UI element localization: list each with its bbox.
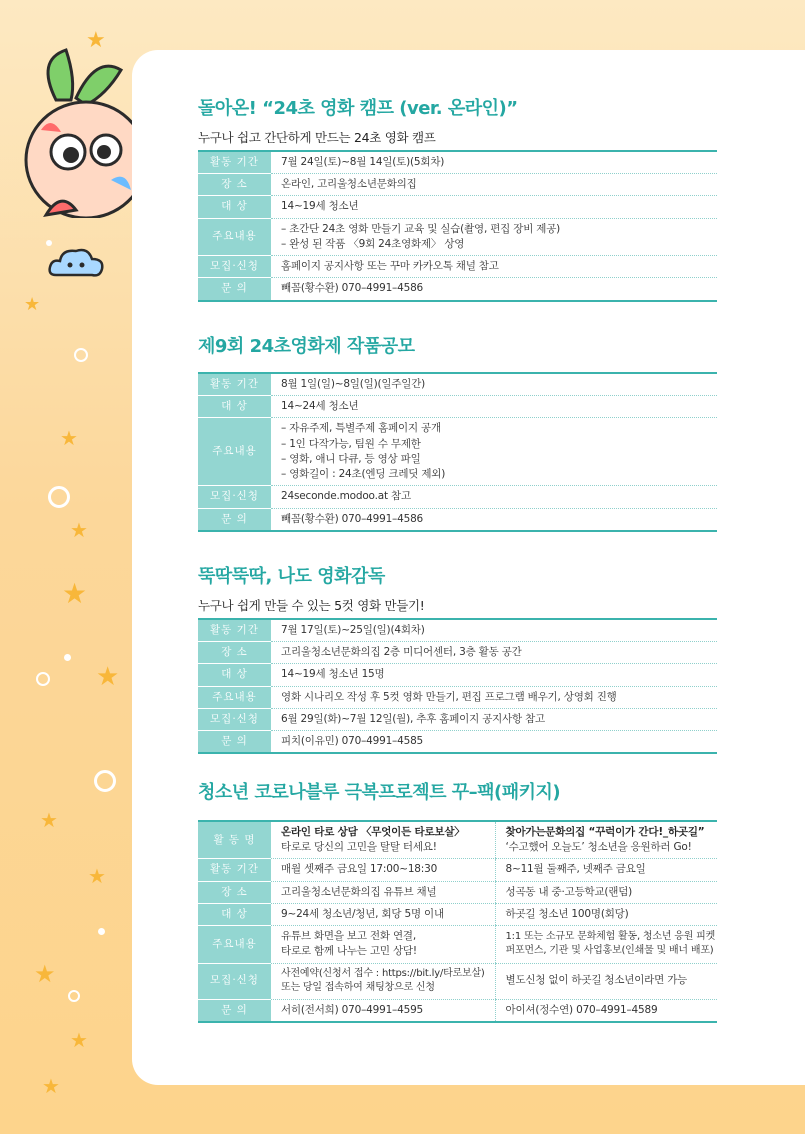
row-label: 활동 기간: [198, 859, 271, 881]
table-row: [198, 963, 717, 999]
value-line: 타로로 당신의 고민을 탈탈 터세요!: [281, 841, 437, 854]
program-a: 매월 셋째주 금요일 17:00~18:30: [271, 859, 495, 881]
info-table: [198, 372, 717, 532]
row-value: 7월 17일(토)~25일(일)(4회차): [271, 619, 717, 642]
content-card: [132, 50, 805, 1085]
program-b: [495, 821, 717, 859]
row-label: 장 소: [198, 642, 271, 664]
row-value: [271, 218, 717, 255]
row-label: 대 상: [198, 664, 271, 686]
row-label: 장 소: [198, 881, 271, 903]
row-value: 빼꼼(황수환) 070–4991–4586: [281, 282, 424, 295]
cloud-character: [48, 245, 104, 281]
info-table: [198, 618, 717, 754]
program-a: [271, 963, 495, 999]
table-row: [198, 903, 717, 925]
ring-icon: [36, 672, 50, 686]
ring-icon: [68, 990, 80, 1002]
table-row: [198, 686, 717, 708]
row-value: 7월 24일(토)~8월 14일(토)(5회차): [271, 151, 717, 174]
program-b: 아이셔(정수연) 070–4991–4589: [495, 999, 717, 1022]
table-row: [198, 373, 717, 396]
value-line: 1:1 또는 소규모 문화체험 활동, 청소년 응원 피켓: [505, 930, 716, 942]
section-24sec-camp: [198, 94, 717, 302]
table-row: [198, 821, 717, 859]
table-row: [198, 731, 717, 754]
row-label: 문 의: [198, 278, 271, 301]
star-icon: ★: [60, 426, 78, 450]
row-label: 대 상: [198, 396, 271, 418]
program-a: [271, 821, 495, 859]
table-row: [198, 619, 717, 642]
star-icon: ★: [88, 864, 106, 888]
row-label: 주요내용: [198, 218, 271, 255]
section-title: 돌아온! “24초 영화 캠프 (ver. 온라인)”: [198, 98, 518, 119]
row-value: 홈페이지 공지사항 또는 꾸마 카카오톡 채널 참고: [271, 256, 717, 278]
row-label: 대 상: [198, 903, 271, 925]
info-table: [198, 150, 717, 302]
value-line: 찾아가는문화의집 “꾸럭이가 간다!_하곳길”: [505, 826, 705, 838]
value-line: 퍼포먼스, 기관 및 사업홍보(인쇄물 및 배너 배포): [505, 945, 714, 957]
table-row: [198, 396, 717, 418]
dot-decoration: [98, 928, 105, 935]
table-row: [198, 218, 717, 255]
table-row: [198, 664, 717, 686]
row-label: 대 상: [198, 196, 271, 218]
row-label: 모집·신청: [198, 256, 271, 278]
row-label: 활동 기간: [198, 151, 271, 174]
value-line: 유튜브 화면을 보고 전화 연결,: [281, 930, 417, 943]
row-value: 영화 시나리오 작성 후 5컷 영화 만들기, 편집 프로그램 배우기, 상영회 진행: [271, 686, 717, 708]
section-ku-pack: [198, 778, 717, 1023]
program-a: 고리울청소년문화의집 유튜브 채널: [271, 881, 495, 903]
ring-icon: [94, 770, 116, 792]
value-line: – 자유주제, 특별주제 홈페이지 공개: [281, 422, 441, 435]
value-line: – 영화, 애니 다큐, 등 영상 파일: [281, 452, 421, 465]
row-value: 8월 1일(일)~8일(일)(일주일간): [271, 373, 717, 396]
row-value: 24seconde.modoo.at 참고: [271, 486, 717, 508]
ring-icon: [48, 486, 70, 508]
table-row: [198, 278, 717, 301]
row-label: 문 의: [198, 999, 271, 1022]
row-value: 14~19세 청소년 15명: [271, 664, 717, 686]
row-value: 빼꼼(황수환) 070–4991–4586: [281, 512, 424, 525]
table-row: [198, 256, 717, 278]
table-row: [198, 486, 717, 508]
row-label: 모집·신청: [198, 708, 271, 730]
program-a: 서히(전서희) 070–4991–4595: [281, 1003, 424, 1016]
package-table: [198, 820, 717, 1023]
program-a: 9~24세 청소년/청년, 회당 5명 이내: [271, 903, 495, 925]
row-value: 6월 29일(화)~7월 12일(월), 추후 홈페이지 공지사항 참고: [271, 708, 717, 730]
row-value: [271, 418, 717, 486]
table-row: [198, 708, 717, 730]
table-row: [198, 418, 717, 486]
table-row: [198, 881, 717, 903]
row-label: 문 의: [198, 508, 271, 531]
table-row: [198, 642, 717, 664]
row-value: 피치(이유민) 070–4991–4585: [281, 735, 424, 748]
section-title: 청소년 코로나블루 극복프로젝트 꾸–팩(패키지): [198, 782, 561, 803]
table-row: [198, 999, 717, 1022]
mascot-character: [16, 40, 134, 218]
program-b: 별도신청 없이 하곳길 청소년이라면 가능: [495, 963, 717, 999]
star-icon: ★: [42, 1074, 60, 1098]
row-label: 모집·신청: [198, 486, 271, 508]
section-title: 제9회 24초영화제 작품공모: [198, 336, 415, 357]
value-line: – 초간단 24초 영화 만들기 교육 및 실습(촬영, 편집 장비 제공): [281, 222, 561, 235]
row-label: 활동 기간: [198, 619, 271, 642]
section-subtitle: 누구나 쉽고 간단하게 만드는 24초 영화 캠프: [198, 130, 436, 145]
row-label: 주요내용: [198, 926, 271, 963]
row-value: 14~24세 청소년: [271, 396, 717, 418]
program-b: 하곳길 청소년 100명(회당): [495, 903, 717, 925]
value-line: – 완성 된 작품 〈9회 24초영화제〉 상영: [281, 237, 465, 250]
program-b: 성곡동 내 중·고등학교(랜덤): [495, 881, 717, 903]
star-icon: ★: [96, 662, 120, 692]
dot-decoration: [46, 240, 52, 246]
program-b: 8~11월 둘째주, 넷째주 금요일: [495, 859, 717, 881]
table-row: [198, 196, 717, 218]
row-value: 14~19세 청소년: [271, 196, 717, 218]
value-line: 타로로 함께 나누는 고민 상담!: [281, 945, 417, 958]
table-row: [198, 508, 717, 531]
star-icon: ★: [34, 960, 56, 988]
value-line: ‘수고했어 오늘도’ 청소년을 응원하러 Go!: [505, 841, 692, 854]
row-value: 고리울청소년문화의집 2층 미디어센터, 3층 활동 공간: [271, 642, 717, 664]
section-title: 뚝딱뚝딱, 나도 영화감독: [198, 566, 385, 587]
table-row: [198, 151, 717, 174]
value-line: – 영화길이 : 24초(엔딩 크레딧 제외): [281, 468, 446, 481]
star-icon: ★: [24, 294, 41, 315]
value-line: 온라인 타로 상담 〈무엇이든 타로보살〉: [281, 826, 465, 838]
value-line: 사전예약(신청서 접수 : https://bit.ly/타로보살): [281, 967, 485, 979]
row-label: 주요내용: [198, 418, 271, 486]
section-subtitle: 누구나 쉽게 만들 수 있는 5컷 영화 만들기!: [198, 598, 425, 613]
program-a: [271, 926, 495, 963]
row-value: 온라인, 고리울청소년문화의집: [271, 174, 717, 196]
star-icon: ★: [70, 518, 88, 542]
section-film-director: [198, 562, 717, 754]
table-row: [198, 174, 717, 196]
row-label: 장 소: [198, 174, 271, 196]
table-row: [198, 859, 717, 881]
section-film-festival: [198, 332, 717, 532]
star-icon: ★: [40, 808, 58, 832]
row-label: 주요내용: [198, 686, 271, 708]
row-label: 모집·신청: [198, 963, 271, 999]
star-icon: ★: [70, 1028, 88, 1052]
program-b: [495, 926, 717, 963]
table-row: [198, 926, 717, 963]
value-line: – 1인 다작가능, 팀원 수 무제한: [281, 437, 421, 450]
dot-decoration: [64, 654, 71, 661]
row-label: 활 동 명: [198, 821, 271, 859]
star-icon: ★: [62, 577, 88, 610]
star-icon: ★: [86, 28, 106, 53]
ring-icon: [74, 348, 88, 362]
row-label: 문 의: [198, 731, 271, 754]
row-label: 활동 기간: [198, 373, 271, 396]
value-line: 또는 당일 접속하여 채팅창으로 신청: [281, 982, 435, 994]
